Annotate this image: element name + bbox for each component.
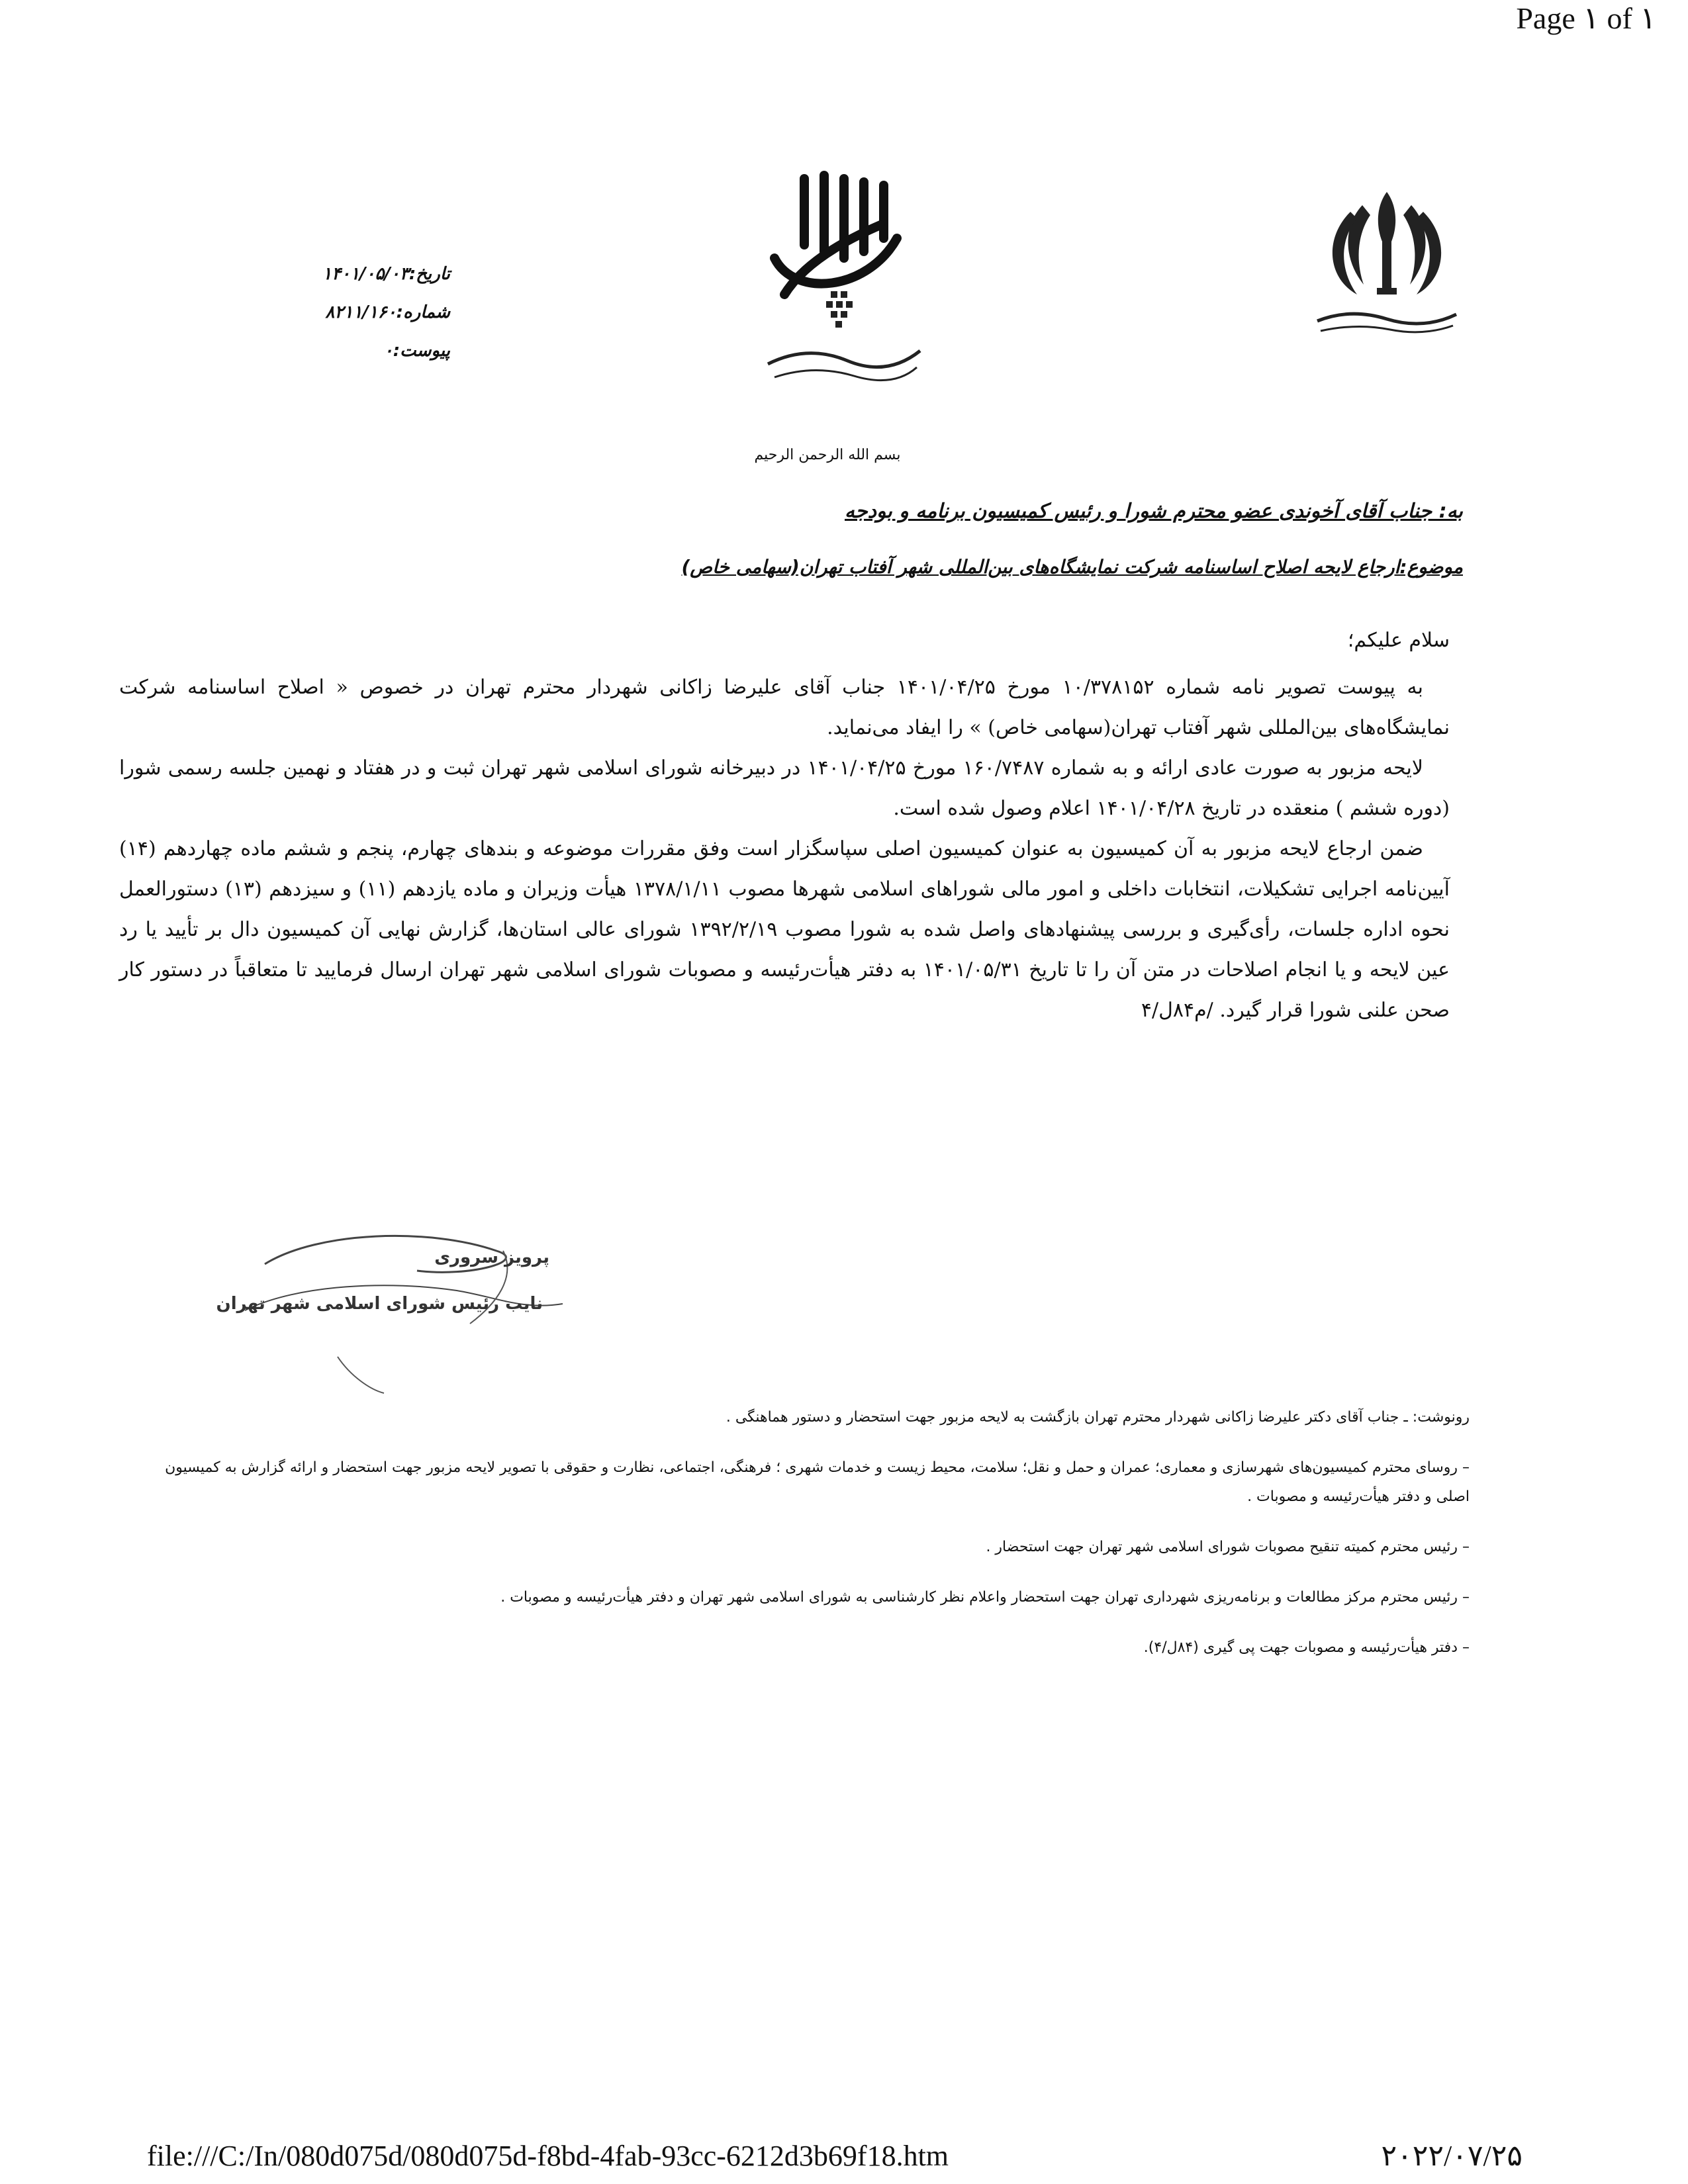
- footer-file-path: file:///C:/In/080d075d/080d075d-f8bd-4fab-93cc-6212d3b69f18.htm: [147, 2140, 949, 2172]
- footer-date: ۲۰۲۲/۰۷/۲۵: [1381, 2140, 1523, 2172]
- addressee: به: جناب آقای آخوندی عضو محترم شورا و رئیس کمیسیون برنامه و بودجه: [845, 500, 1463, 523]
- greeting: سلام علیکم؛: [1347, 629, 1450, 652]
- subject-line: موضوع:ارجاع لایحه اصلاح اساسنامه شرکت نمایشگاه‌های بین‌المللی شهر آفتاب تهران(سهامی خاص): [681, 556, 1463, 578]
- signatory-name: پرویز سروری: [434, 1248, 549, 1267]
- cc-item: – رئیس محترم کمیته تنقیح مصوبات شورای اسلامی شهر تهران جهت استحضار .: [986, 1539, 1470, 1555]
- iran-emblem-icon: [1304, 179, 1470, 344]
- page-counter: Page ۱ of ۱: [1516, 1, 1656, 35]
- letter-meta: [322, 255, 450, 370]
- body-paragraph: به پیوست تصویر نامه شماره ۱۰/۳۷۸۱۵۲ مورخ ۱۴۰۱/۰۴/۲۵ جناب آقای علیرضا زاکانی شهردار محترم تهران در خصوص « اصلاح اساسنامه شرکت نمایشگاه‌های بین‌المللی شهر آفتاب تهران(سهامی خاص) » را ایفاد می‌نماید.: [119, 676, 1450, 739]
- cc-item: رونوشت: ـ جناب آقای دکتر علیرضا زاکانی شهردار محترم تهران بازگشت به لایحه مزبور جهت استحضار و دستور هماهنگی .: [726, 1409, 1470, 1426]
- body-paragraph: لایحه مزبور به صورت عادی ارائه و به شماره ۱۶۰/۷۴۸۷ مورخ ۱۴۰۱/۰۴/۲۵ در دبیرخانه شورای اسلامی شهر تهران ثبت و در هفتاد و نهمین جلسه رسمی شورا (دوره ششم ) منعقده در تاریخ ۱۴۰۱/۰۴/۲۸ اعلام وصول شده است.: [119, 756, 1450, 820]
- letter-attachment: پیوست:۰: [383, 341, 450, 361]
- cc-item: – رئیس محترم مرکز مطالعات و برنامه‌ریزی شهرداری تهران جهت استحضار واعلام نظر کارشناسی به شورای اسلامی شهر تهران و دفتر هیأت‌رئیسه و مصوبات .: [500, 1589, 1470, 1606]
- cc-item: – دفتر هیأت‌رئیسه و مصوبات جهت پی گیری (۸۴ل/۴).: [1143, 1639, 1470, 1656]
- letter-body: [119, 667, 1450, 1030]
- letter-number: شماره:۸۲۱۱/۱۶۰: [325, 302, 450, 322]
- basmala: بسم الله الرحمن الرحیم: [754, 447, 901, 463]
- emblem-caption: [1317, 314, 1456, 324]
- body-paragraph: ضمن ارجاع لایحه مزبور به آن کمیسیون به عنوان کمیسیون اصلی سپاسگزار است وفق مقررات موضوعه و بندهای چهارم، پنجم و ششم ماده چهاردهم (۱۴) آیین‌نامه اجرایی تشکیلات، انتخابات داخلی و امور مالی شوراهای اسلامی شهرها مصوب ۱۳۷۸/۱/۱۱ هیأت وزیران و ماده یازدهم (۱۱) و سیزدهم (۱۳) دستورالعمل نحوه اداره جلسات، رأی‌گیری و بررسی پیشنهادهای واصل شده به شورا مصوب ۱۳۹۲/۲/۱۹ شورای عالی استان‌ها، گزارش نهایی آن کمیسیون دال بر تأیید یا رد عین لایحه و یا انجام اصلاحات در متن آن را تا تاریخ ۱۴۰۱/۰۵/۳۱ به دفتر هیأت‌رئیسه و مصوبات شورای اسلامی شهر تهران ارسال فرمایید تا متعاقباً در دستور کار صحن علنی شورا قرار گیرد. /م۸۴ل/۴: [119, 837, 1450, 1022]
- letter-date: تاریخ:۱۴۰۱/۰۵/۰۳: [322, 264, 450, 284]
- tehran-council-logo-icon: [755, 165, 927, 390]
- cc-list: [159, 1403, 1470, 1684]
- cc-item: – روسای محترم کمیسیون‌های شهرسازی و معماری؛ عمران و حمل و نقل؛ سلامت، محیط زیست و خدمات شهری ؛ فرهنگی، اجتماعی، نظارت و حقوقی با تصویر لایحه مزبور جهت استحضار و ارائه گزارش به کمیسیون اصلی و دفتر هیأت‌رئیسه و مصوبات .: [165, 1459, 1470, 1505]
- signatory-title: نایب رئیس شورای اسلامی شهر تهران: [216, 1294, 543, 1314]
